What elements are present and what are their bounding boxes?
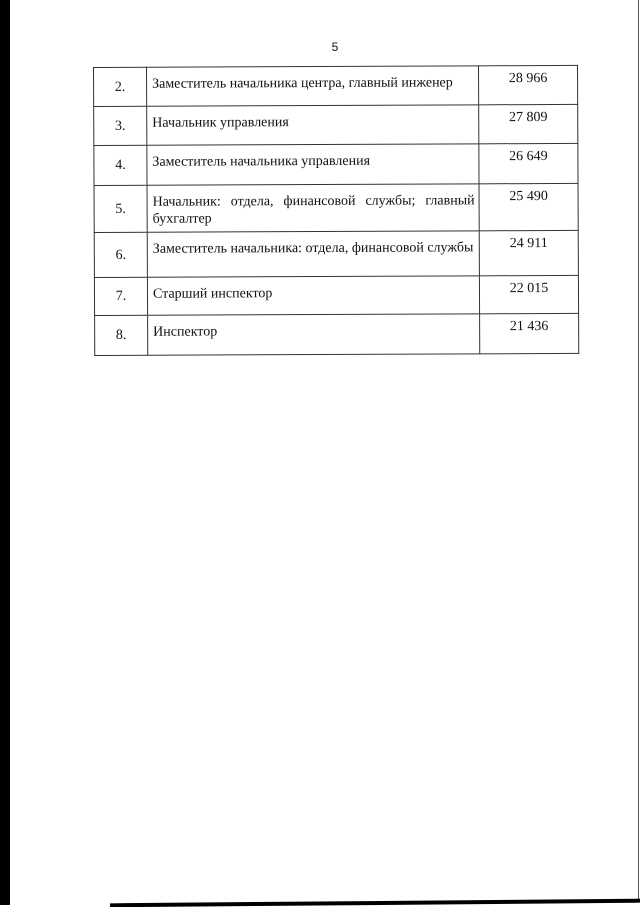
table-row: [94, 183, 578, 232]
position-title: Начальник: отдела, финансовой службы; главный бухгалтер: [147, 184, 479, 232]
salary-table: [93, 65, 579, 356]
position-title: Заместитель начальника центра, главный инженер: [147, 66, 479, 106]
row-number: 5.: [94, 185, 147, 232]
row-number: 6.: [94, 232, 147, 277]
position-title: Инспектор: [148, 314, 480, 355]
table-row: [94, 143, 578, 185]
page-number: 5: [331, 40, 339, 54]
position-title: Старший инспектор: [147, 276, 479, 315]
salary-value: 26 649: [479, 143, 578, 183]
salary-value: 27 809: [479, 104, 578, 143]
salary-value: 22 015: [479, 275, 578, 313]
salary-value: 24 911: [479, 230, 578, 275]
row-number: 2.: [94, 67, 147, 106]
position-title: Начальник управления: [147, 105, 479, 145]
scan-border-left: [0, 0, 10, 905]
salary-value: 25 490: [479, 183, 578, 230]
scan-border-right: [638, 0, 639, 900]
row-number: 4.: [94, 145, 147, 185]
scan-border-bottom: [110, 899, 640, 907]
salary-value: 21 436: [480, 313, 579, 353]
position-title: Заместитель начальника: отдела, финансовой службы: [147, 231, 479, 277]
row-number: 3.: [94, 106, 147, 145]
salary-value: 28 966: [478, 65, 577, 104]
table-row: [95, 313, 579, 355]
row-number: 7.: [94, 277, 147, 315]
table-row: [94, 230, 578, 277]
table-row: [94, 104, 578, 145]
row-number: 8.: [95, 315, 148, 355]
position-title: Заместитель начальника управления: [147, 144, 479, 185]
table-row: [94, 275, 578, 315]
table-row: [94, 65, 578, 106]
